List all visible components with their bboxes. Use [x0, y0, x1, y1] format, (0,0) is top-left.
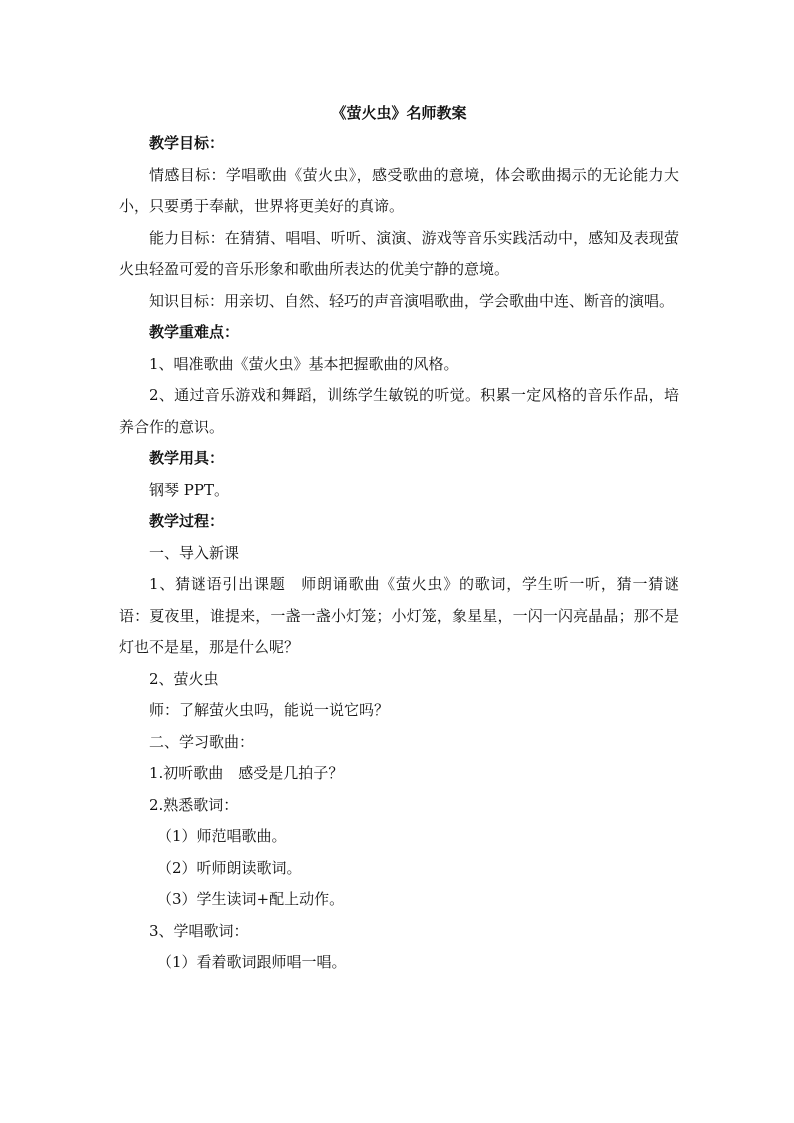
document-title: 《萤火虫》名师教案	[331, 104, 467, 122]
paragraph-firefly: 2、萤火虫	[149, 669, 219, 688]
paragraph-learn-song-heading: 二、学习歌曲：	[149, 732, 255, 751]
paragraph-first-listen: 1.初听歌曲 感受是几拍子？	[149, 764, 344, 782]
paragraph-riddle: 1、猜谜语引出课题 师朗诵歌曲《萤火虫》的歌词，学生听一听，猜一猜谜语：夏夜里，谁提来，一盏一盏小灯笼；小灯笼，象星星，一闪一闪亮晶晶；那不是灯也不是星，那是什么呢？	[119, 575, 679, 656]
section-heading-tools: 教学用具：	[149, 449, 225, 467]
paragraph-learn-lyrics: 3、学唱歌词：	[149, 921, 249, 940]
list-item-sing-along: （1）看着歌词跟师唱一唱。	[157, 953, 347, 971]
paragraph-emotional-goal: 情感目标：学唱歌曲《萤火虫》，感受歌曲的意境，体会歌曲揭示的无论能力大小，只要勇于奉献，世界将更美好的真谛。	[119, 165, 679, 215]
paragraph-tools: 钢琴 PPT。	[149, 480, 229, 499]
paragraph-key-point-1: 1、唱准歌曲《萤火虫》基本把握歌曲的风格。	[149, 354, 459, 373]
list-item-teacher-reads: （2）听师朗读歌词。	[157, 858, 302, 877]
paragraph-familiar-lyrics: 2.熟悉歌词：	[149, 795, 239, 814]
section-heading-process: 教学过程：	[149, 512, 225, 530]
paragraph-teacher-question: 师：了解萤火虫吗，能说一说它吗？	[149, 701, 390, 719]
paragraph-intro-heading: 一、导入新课	[149, 543, 240, 562]
section-heading-objectives: 教学目标：	[149, 134, 225, 152]
paragraph-knowledge-goal: 知识目标：用亲切、自然、轻巧的声音演唱歌曲，学会歌曲中连、断音的演唱。	[149, 291, 675, 310]
document-body	[119, 98, 679, 979]
list-item-students-read: （3）学生读词+配上动作。	[157, 890, 345, 908]
paragraph-ability-goal: 能力目标：在猜猜、唱唱、听听、演演、游戏等音乐实践活动中，感知及表现萤火虫轻盈可爱的音乐形象和歌曲所表达的优美宁静的意境。	[119, 228, 679, 278]
list-item-teacher-sings: （1）师范唱歌曲。	[157, 827, 287, 845]
paragraph-key-point-2: 2、通过音乐游戏和舞蹈，训练学生敏锐的听觉。积累一定风格的音乐作品，培养合作的意识。	[119, 386, 679, 436]
section-heading-key-points: 教学重难点：	[149, 323, 240, 341]
